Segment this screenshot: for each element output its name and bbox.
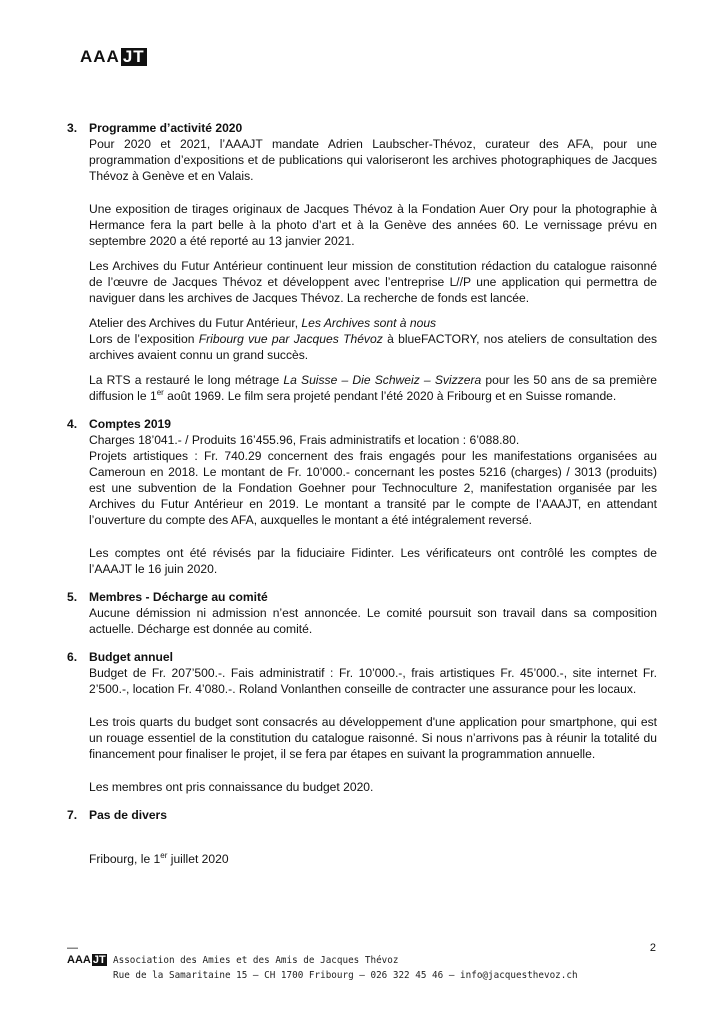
paragraph: Aucune démission ni admission n’est annoncée. Le comité poursuit son travail dans sa composition actuelle. Décharge est donnée au comité. — [89, 606, 657, 636]
section-title: Budget annuel — [89, 650, 173, 664]
paragraph — [89, 315, 657, 363]
text: Atelier des Archives du Futur Antérieur, — [89, 316, 302, 330]
paragraph: Projets artistiques : Fr. 740.29 concernent des frais engagés pour les manifestations organisées au Cameroun en 2018. Le montant de Fr. 10’000.- concernant les postes 5216 (charges) / 3013 (produits) est une subvention de la Fondation Goehner pour Technoculture 2, manifestation organisée par les Archives du Futur Antérieur en 2019. Le montant a transité par le compte de l’AAAJT, en attendant l’ouverture du compte des AFA, auxquelles le montant a été intégralement reversé. — [89, 449, 657, 527]
section-number: 6. — [67, 650, 78, 664]
paragraph: Les Archives du Futur Antérieur continuent leur mission de constitution rédaction du catalogue raisonné de l’œuvre de Jacques Thévoz et développent avec l’entreprise L//P une application qui permettra de naviguer dans les archives de Jacques Thévoz. La recherche de fonds est lancée. — [89, 259, 657, 305]
section-number: 3. — [67, 121, 78, 135]
section-5 — [67, 589, 657, 637]
text: La RTS a restauré le long métrage — [89, 373, 284, 387]
footer-dash: — — [67, 942, 78, 954]
paragraph: Les trois quarts du budget sont consacrés au développement d'une application pour smartphone, qui est un rouage essentiel de la constitution du catalogue raisonné. Si nous n’arrivons pas à réunir la totalité du financement pour finaliser le projet, il se fera par étapes en suivant la programmation annuelle. — [89, 715, 657, 761]
footer-address — [113, 953, 578, 983]
section-title: Programme d’activité 2020 — [89, 121, 243, 135]
section-6 — [67, 649, 657, 795]
logo-prefix: AAA — [80, 47, 120, 66]
superscript: er — [160, 850, 168, 860]
text: pour les 50 ans de sa première diffusion le 1 — [89, 373, 657, 403]
footer-line-2: Rue de la Samaritaine 15 — CH 1700 Fribourg — 026 322 45 46 — info@jacquesthevoz.ch — [113, 970, 578, 981]
footer-logo — [67, 954, 107, 966]
text: juillet 2020 — [167, 852, 229, 866]
paragraph: Une exposition de tirages originaux de Jacques Thévoz à la Fondation Auer Ory pour la photographie à Hermance fera la part belle à la photo d’art et à la Genève des années 60. Le vernissage prévu en septembre 2020 a été reporté au 13 janvier 2021. — [89, 202, 657, 248]
paragraph: Charges 18’041.- / Produits 16’455.96, Frais administratifs et location : 6’088.80. — [89, 433, 520, 447]
page-number: 2 — [649, 942, 656, 954]
italic-text: Fribourg vue par Jacques Thévoz — [198, 332, 383, 346]
document-body — [67, 120, 657, 835]
superscript: er — [156, 387, 164, 397]
signature-date — [89, 852, 229, 866]
section-title: Membres - Décharge au comité — [89, 590, 268, 604]
section-number: 5. — [67, 590, 78, 604]
section-7 — [67, 807, 657, 823]
section-title: Comptes 2019 — [89, 417, 172, 431]
text: Fribourg, le 1 — [89, 852, 161, 866]
section-number: 4. — [67, 417, 78, 431]
logo-mark: JT — [122, 47, 145, 66]
logo-prefix: AAA — [67, 954, 91, 966]
section-title: Pas de divers — [89, 808, 167, 822]
header-logo — [80, 47, 147, 67]
text: Lors de l’exposition — [89, 332, 199, 346]
paragraph — [89, 372, 657, 404]
footer-line-1: Association des Amies et des Amis de Jacques Thévoz — [113, 955, 399, 966]
text: à blueFACTORY, nos ateliers de consultation des archives avaient connu un grand succès. — [89, 332, 658, 362]
section-4 — [67, 416, 657, 577]
italic-text: La Suisse – Die Schweiz – Svizzera — [283, 373, 482, 387]
paragraph: Budget de Fr. 207’500.-. Fais administratif : Fr. 10’000.-, frais artistiques Fr. 45’000.-, site internet Fr. 2’500.-, location Fr. 4’080.-. Roland Vonlanthen conseille de contracter une assurance pour les locaux. — [89, 666, 657, 696]
paragraph: Les membres ont pris connaissance du budget 2020. — [89, 780, 374, 794]
paragraph: Pour 2020 et 2021, l’AAAJT mandate Adrien Laubscher-Thévoz, curateur des AFA, pour une programmation d’expositions et de publications qui valoriseront les archives photographiques de Jacques Thévoz à Genève et en Valais. — [89, 137, 657, 183]
section-number: 7. — [67, 808, 78, 822]
paragraph: Les comptes ont été révisés par la fiduciaire Fidinter. Les vérificateurs ont contrôlé les comptes de l’AAAJT le 16 juin 2020. — [89, 546, 657, 576]
italic-text: Les Archives sont à nous — [301, 316, 437, 330]
section-3 — [67, 120, 657, 404]
logo-mark: JT — [92, 954, 106, 966]
text: août 1969. Le film sera projeté pendant l’été 2020 à Fribourg et en Suisse romande. — [163, 389, 617, 403]
